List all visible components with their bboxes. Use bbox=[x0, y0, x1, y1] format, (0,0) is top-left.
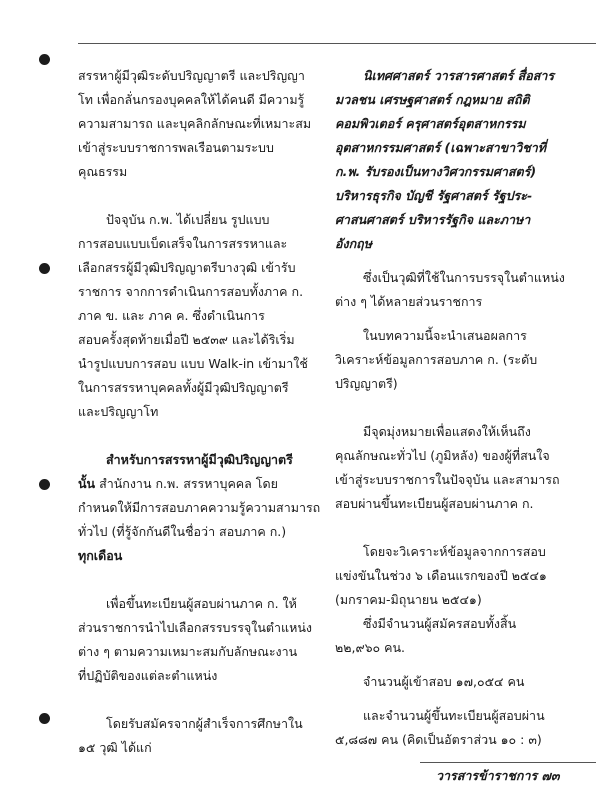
text-line: ภาค ข. และ ภาค ค. ซึ่งดำเนินการ bbox=[78, 308, 265, 323]
punch-hole-top bbox=[39, 54, 50, 65]
text-line: ก.พ. รับรองเป็นทางวิศวกรรมศาสตร์) bbox=[335, 164, 537, 179]
text-line: สรรหาผู้มีวุฒิระดับปริญญาตรี และปริญญา bbox=[78, 68, 305, 83]
text-line: ต่าง ๆ ตามความเหมาะสมกับลักษณะงาน bbox=[78, 644, 298, 659]
text-line: ซึ่งเป็นวุฒิที่ใช้ในการบรรจุในตำแหน่ง bbox=[363, 270, 565, 285]
paragraph-purpose bbox=[335, 420, 597, 516]
paragraph-passed bbox=[335, 704, 597, 752]
text-line: โดยจะวิเคราะห์ข้อมูลจากการสอบ bbox=[363, 544, 546, 559]
degree-list bbox=[335, 64, 597, 256]
text-line: อุตสาหกรรมศาสตร์ (เฉพาะสาขาวิชาที่ bbox=[335, 140, 546, 155]
punch-hole-middle bbox=[39, 263, 50, 274]
text-line: ๑๕ วุฒิ ได้แก่ bbox=[78, 740, 152, 755]
text-line: ต่าง ๆ ได้หลายส่วนราชการ bbox=[335, 294, 483, 309]
text-line: (มกราคม-มิถุนายน ๒๕๔๑) bbox=[335, 592, 482, 607]
text-line: สอบครั้งสุดท้ายเมื่อปี ๒๕๓๙ และได้ริเริ่ม bbox=[78, 332, 295, 347]
text-line: ที่ปฏิบัติของแต่ละตำแหน่ง bbox=[78, 668, 218, 683]
text-line: อังกฤษ bbox=[335, 236, 372, 251]
text-line: ๕,๘๘๗ คน (คิดเป็นอัตราส่วน ๑๐ : ๓) bbox=[335, 732, 542, 747]
text-line: ทั่วไป (ที่รู้จักกันดีในชื่อว่า สอบภาค ก.) bbox=[78, 524, 287, 539]
text-line: บริหารธุรกิจ บัญชี รัฐศาสตร์ รัฐประ- bbox=[335, 188, 533, 203]
paragraph-current-format bbox=[78, 208, 318, 424]
punch-hole-bottom bbox=[39, 713, 50, 724]
text-line: มีจุดมุ่งหมายเพื่อแสดงให้เห็นถึง bbox=[363, 424, 531, 439]
text-line: เพื่อขึ้นทะเบียนผู้สอบผ่านภาค ก. ให้ bbox=[106, 596, 297, 611]
paragraph-registration bbox=[78, 592, 318, 688]
text-line: ส่วนราชการนำไปเลือกสรรบรรจุในตำแหน่ง bbox=[78, 620, 312, 635]
text-line: เข้าสู่ระบบราชการในปัจจุบัน และสามารถ bbox=[335, 472, 560, 487]
text-line: นำรูปแบบการสอบ แบบ Walk-in เข้ามาใช้ bbox=[78, 356, 308, 371]
text-line: ในการสรรหาบุคคลทั้งผู้มีวุฒิปริญญาตรี bbox=[78, 380, 289, 395]
text-fragment: สำนักงาน ก.พ. สรรหาบุคคล โดย bbox=[95, 476, 278, 491]
text-line: คุณลักษณะทั่วไป (ภูมิหลัง) ของผู้ที่สนใจ bbox=[335, 448, 550, 463]
paragraph-applicants-source bbox=[78, 712, 318, 760]
text-line: คุณธรรม bbox=[78, 164, 128, 179]
left-column bbox=[78, 64, 321, 760]
text-line: ซึ่งมีจำนวนผู้สมัครสอบทั้งสิ้น bbox=[363, 616, 517, 631]
text-line: ๒๒,๙๖๐ คน. bbox=[335, 640, 406, 655]
text-line: ปริญญาตรี) bbox=[335, 376, 398, 391]
text-line: ศาสนศาสตร์ บริหารรัฐกิจ และภาษา bbox=[335, 212, 531, 227]
text-line: ปัจจุบัน ก.พ. ได้เปลี่ยน รูปแบบ bbox=[106, 212, 270, 227]
text-line: โดยรับสมัครจากผู้สำเร็จการศึกษาใน bbox=[106, 716, 303, 731]
text-line: สอบผ่านขึ้นทะเบียนผู้สอบผ่านภาค ก. bbox=[335, 496, 534, 511]
text-line: เลือกสรรผู้มีวุฒิปริญญาตรีบางวุฒิ เข้ารับ bbox=[78, 260, 296, 275]
text-line bbox=[78, 472, 318, 496]
paragraph-analysis bbox=[335, 540, 597, 612]
text-line: กำหนดให้มีการสอบภาคความรู้ความสามารถ bbox=[78, 500, 321, 515]
footer-rule bbox=[420, 762, 596, 763]
text-line: โท เพื่อกลั่นกรองบุคคลให้ได้คนดี มีความรู้ bbox=[78, 92, 305, 107]
text-line: วิเคราะห์ข้อมูลการสอบภาค ก. (ระดับ bbox=[335, 352, 538, 367]
paragraph-intro bbox=[78, 64, 318, 184]
text-line: ราชการ จากการดำเนินการสอบทั้งภาค ก. bbox=[78, 284, 304, 299]
punch-hole-lower bbox=[39, 479, 50, 490]
text-line: การสอบแบบเบ็ดเสร็จในการสรรหาและ bbox=[78, 236, 288, 251]
section-heading: สำหรับการสรรหาผู้มีวุฒิปริญญาตรี bbox=[106, 452, 293, 467]
paragraph-bachelor-recruitment bbox=[78, 448, 321, 568]
text-line: ความสามารถ และบุคลิกลักษณะที่เหมาะสม bbox=[78, 116, 312, 131]
text-line: มวลชน เศรษฐศาสตร์ กฎหมาย สถิติ bbox=[335, 92, 530, 107]
right-column bbox=[335, 64, 597, 752]
paragraph-article bbox=[335, 324, 597, 396]
text-line: คอมพิวเตอร์ ครุศาสตร์อุตสาหกรรม bbox=[335, 116, 526, 131]
text-line: ในบทความนี้จะนำเสนอผลการ bbox=[363, 328, 527, 343]
text-line: จำนวนผู้เข้าสอบ ๑๗,๐๕๔ คน bbox=[363, 674, 525, 689]
emphasis: นั้น bbox=[78, 476, 96, 491]
paragraph-applicants bbox=[335, 612, 597, 660]
paragraph-usage bbox=[335, 266, 597, 314]
text-line: เข้าสู่ระบบราชการพลเรือนตามระบบ bbox=[78, 140, 274, 155]
text-line: นิเทศศาสตร์ วารสารศาสตร์ สื่อสาร bbox=[363, 68, 555, 83]
page-footer: วารสารข้าราชการ ๗๓ bbox=[436, 768, 560, 783]
text-line: แข่งขันในช่วง ๖ เดือนแรกของปี ๒๕๔๑ bbox=[335, 568, 547, 583]
paragraph-attended bbox=[335, 670, 597, 694]
text-line: และปริญญาโท bbox=[78, 404, 159, 419]
text-line: และจำนวนผู้ขึ้นทะเบียนผู้สอบผ่าน bbox=[363, 708, 545, 723]
emphasis-monthly: ทุกเดือน bbox=[78, 548, 123, 563]
header-rule bbox=[78, 43, 596, 44]
